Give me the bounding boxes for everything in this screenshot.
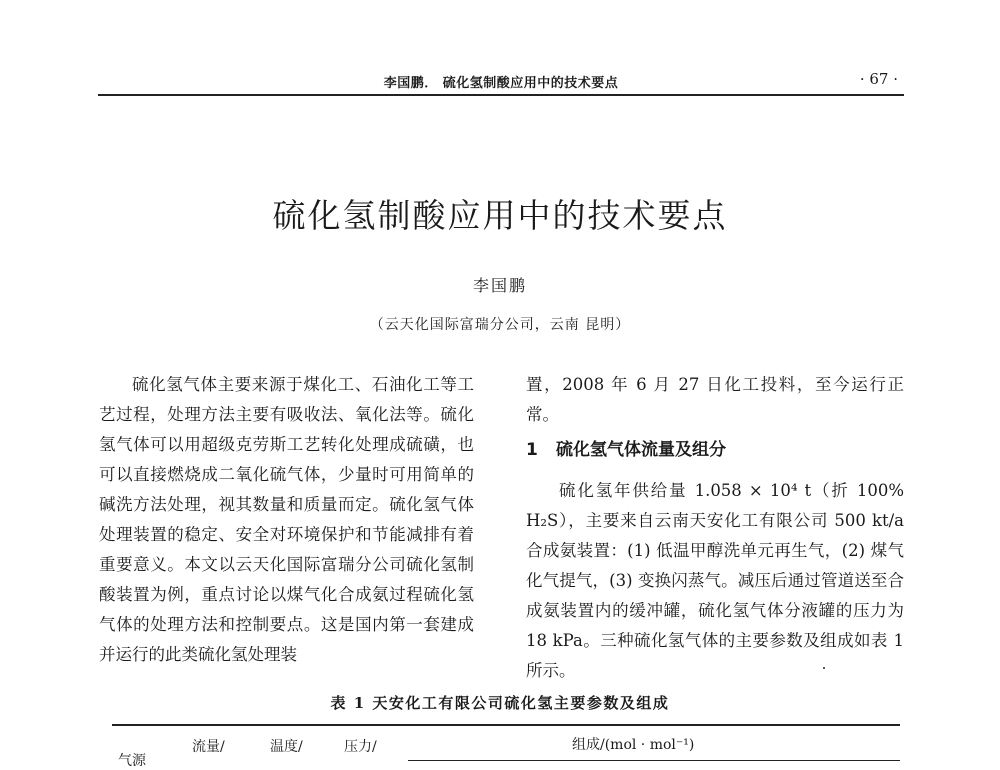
table-top-rule <box>112 724 900 726</box>
author-name: 李国鹏 <box>472 276 527 295</box>
running-header <box>98 64 904 96</box>
right-column <box>526 370 904 686</box>
section-title: 硫化氢气体流量及组分 <box>556 440 726 460</box>
table-header-source: 气源 <box>118 753 146 769</box>
composition-rule <box>408 760 900 761</box>
table-header-pressure: 压力/ <box>344 739 377 755</box>
left-column <box>99 370 474 670</box>
section1-paragraph: 硫化氢年供给量 1.058 × 10⁴ t（折 100% H₂S），主要来自云南天安化工有限公司 500 kt/a 合成氨装置：(1) 低温甲醇洗单元再生气，(2) 煤气化气提气，(3) 变换闪蒸气。减压后通过管道送至合成氨装置内的缓冲罐，硫化氢气体分液罐的压力为 18 kPa。三种硫化氢气体的主要参数及组成如表 1 所示。 <box>526 481 904 680</box>
section-number: 1 <box>526 440 538 460</box>
speck <box>823 667 825 669</box>
section-heading <box>526 436 904 464</box>
author-affiliation: （云天化国际富瑞分公司，云南 昆明） <box>369 317 631 333</box>
intro-continued: 置，2008 年 6 月 27 日化工投料，至今运行正常。 <box>526 375 904 424</box>
article-title: 硫化氢制酸应用中的技术要点 <box>272 196 728 235</box>
table-caption: 表 1 天安化工有限公司硫化氢主要参数及组成 <box>330 694 670 712</box>
table-header-temperature: 温度/ <box>270 739 303 755</box>
table-header-composition: 组成/(mol · mol⁻¹) <box>572 737 695 753</box>
table-1 <box>112 724 900 769</box>
page-number: · 67 · <box>859 70 898 88</box>
running-title: 李国鹏． 硫化氢制酸应用中的技术要点 <box>383 76 619 91</box>
table-header-flow: 流量/ <box>192 739 225 755</box>
intro-paragraph: 硫化氢气体主要来源于煤化工、石油化工等工艺过程，处理方法主要有吸收法、氧化法等。硫化氢气体可以用超级克劳斯工艺转化处理成硫磺，也可以直接燃烧成二氧化硫气体，少量时可用简单的碱洗方法处理，视其数量和质量而定。硫化氢气体处理装置的稳定、安全对环境保护和节能减排有着重要意义。本文以云天化国际富瑞分公司硫化氢制酸装置为例，重点讨论以煤气化合成氨过程硫化氢气体的处理方法和控制要点。这是国内第一套建成并运行的此类硫化氢处理装 <box>99 375 474 664</box>
